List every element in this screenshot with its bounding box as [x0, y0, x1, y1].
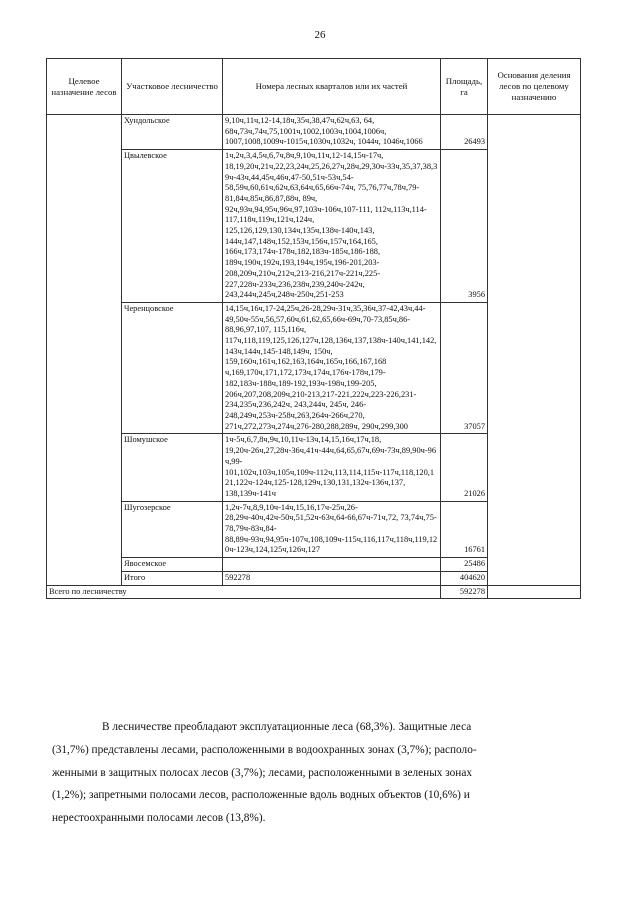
header-quarters: Номера лесных кварталов или их частей: [223, 59, 441, 115]
quarters-cell: 1ч-5ч,6,7,8ч,9ч,10,11ч-13ч,14,15,16ч,17ч,18, 19,20ч-26ч,27,28ч-36ч,41ч-44ч,64,65,67ч,69ч-73ч,89,90ч-96ч,99-101,102ч,103ч,105ч,109ч-112ч,113,114,115ч-117ч,118,120,121,122ч-124ч,125-128,129ч,130,131,132ч-136ч,137, 138,139ч-141ч: [223, 434, 441, 501]
area-cell: 26493: [441, 115, 488, 150]
quarters-cell: 9,10ч,11ч,12-14,18ч,35ч,38,47ч,62ч,63, 64, 68ч,73ч,74ч,75,1001ч,1002,1003ч,1004,1006ч, 1007,1008,1009ч-1015ч,1030ч,1032ч, 1044ч, 1046ч,1066: [223, 115, 441, 150]
paragraph-line: нерестоохранными полосами лесов (13,8%).: [52, 812, 266, 825]
summary-paragraph: [52, 716, 582, 830]
forest-distribution-table: [46, 58, 581, 599]
paragraph-line: В лесничестве преобладают эксплуатационные леса (68,3%). Защитные леса: [102, 721, 472, 733]
total-label: Итого: [122, 571, 223, 585]
quarters-cell: [223, 558, 441, 572]
header-area: Площадь, га: [441, 59, 488, 115]
paragraph-line: (1,2%); запретными полосами лесов, расположенные вдоль водных объектов (10,6%) и: [52, 789, 470, 802]
grand-total-basis: [488, 585, 581, 599]
purpose-cell: [47, 115, 122, 586]
total-area: 404620: [441, 571, 488, 585]
header-basis: Основания деления лесов по целевому назначению: [488, 59, 581, 115]
grand-total-area: 592278: [441, 585, 488, 599]
area-cell: 25486: [441, 558, 488, 572]
quarters-cell: 14,15ч,16ч,17-24,25ч,26-28,29ч-31ч,35,36ч,37-42,43ч,44-49,50ч-55ч,56,57,60ч,61,62,65,66ч-69ч,70-73,85ч,86-88,96,97,107, 115,116ч, 117ч,118,119,125,126,127ч,128,136ч,137,138ч-140ч,141,142,143ч,144ч,145-148,149ч, 150ч, 159,160ч,161ч,162,163,164ч,165ч,166,167,168 ч,169,170ч,171,172,173ч,174ч,176ч-178ч,179-182,183ч-188ч,189-192,193ч-198ч,199-205, 206ч,207,208,209ч,210-213,217-221,222ч,223-226,231-234,235ч,236,242ч, 243,244ч, 245ч, 246-248,249ч,253ч-258ч,263,264ч-266ч,270, 271ч,272,273ч,274ч,276-280,288,289ч, 290ч,299,300: [223, 302, 441, 433]
total-quarters: 592278: [223, 571, 441, 585]
header-purpose: Целевое назначение лесов: [47, 59, 122, 115]
quarters-cell: 1ч,2ч,3,4,5ч,6,7ч,8ч,9,10ч,11ч,12-14,15ч-17ч, 18,19,20ч,21ч,22,23,24ч,25,26,27ч,28ч,29,30ч-33ч,35,37,38,39ч-43ч,44,45ч,46ч,47-50,51ч-53ч,54-58,59ч,60,61ч,62ч,63,64ч,65,66ч-74ч, 75,76,77ч,78ч,79-81,84ч,85ч,86,87,88ч, 89ч, 92ч,93ч,94,95ч,96ч,97,103ч-106ч,107-111, 112ч,113ч,114-117,118ч,119ч,121ч,124ч, 125,126,129,130,134ч,135ч,138ч-140ч,143, 144ч,147,148ч,152,153ч,156ч,157ч,164,165, 166ч,173,174ч-178ч,182,183ч-185ч,186-188, 189ч,190ч,192ч,193,194ч,195ч,196-201,203-208,209ч,210ч,212ч,213-216,217ч-221ч,225-227,228ч-233ч,236,238ч,239,240ч-242ч, 243,244ч,245ч,248ч-250ч,251-253: [223, 150, 441, 303]
paragraph-line: (31,7%) представлены лесами, расположенными в водоохранных зонах (3,7%); располо-: [52, 743, 477, 756]
table-row: [47, 115, 581, 150]
header-forestry: Участковое лесничество: [122, 59, 223, 115]
basis-cell: [488, 115, 581, 586]
forestry-name: Цвылевское: [122, 150, 223, 303]
area-cell: 3956: [441, 150, 488, 303]
grand-total-row: [47, 585, 581, 599]
forestry-name: Черенцовское: [122, 302, 223, 433]
paragraph-line: женными в защитных полосах лесов (3,7%); лесами, расположенными в зеленых зонах: [52, 766, 473, 779]
quarters-cell: 1,2ч-7ч,8,9,10ч-14ч,15,16,17ч-25ч,26-28,29ч-40ч,42ч-50ч,51,52ч-63ч,64-66,67ч-71ч,72, 73,74ч,75-78,79ч-83ч,84-88,89ч-93ч,94,95ч-107ч,108,109ч-115ч,116,117ч,118ч,119,120ч-123ч,124,125ч,126ч,127: [223, 501, 441, 558]
forestry-name: Шомушское: [122, 434, 223, 501]
forestry-name: Шугозерское: [122, 501, 223, 558]
area-cell: 21026: [441, 434, 488, 501]
grand-total-label: Всего по лесничеству: [47, 585, 441, 599]
forestry-name: Хундольское: [122, 115, 223, 150]
forestry-name: Явосемское: [122, 558, 223, 572]
page-number: 26: [314, 29, 326, 41]
area-cell: 16761: [441, 501, 488, 558]
table-header-row: [47, 59, 581, 115]
area-cell: 37057: [441, 302, 488, 433]
